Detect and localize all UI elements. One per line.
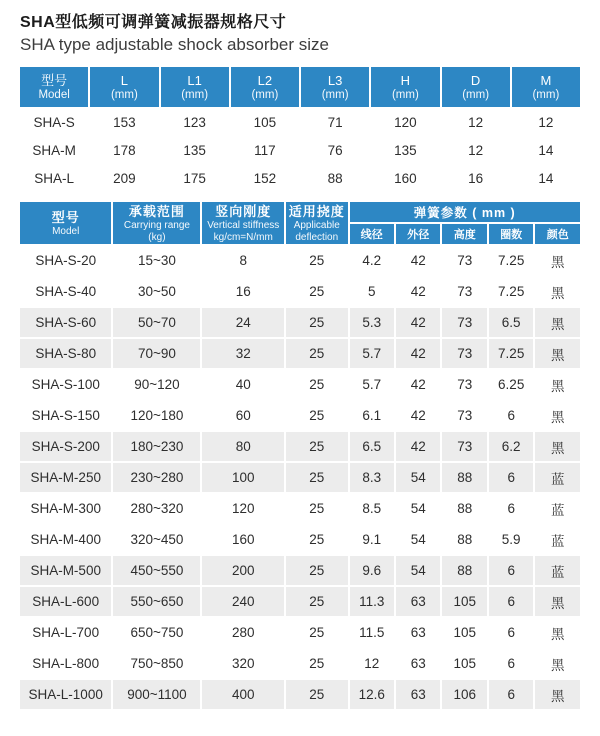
table-cell: 400 xyxy=(202,680,284,709)
table-cell: 6 xyxy=(489,587,533,616)
size-column-header-label: L2 xyxy=(257,72,273,88)
size-column-header-unit: (mm) xyxy=(391,88,419,101)
table-cell: SHA-L-600 xyxy=(20,587,111,616)
table-cell: 135 xyxy=(371,137,439,163)
table-cell: SHA-S-200 xyxy=(20,432,111,461)
table-cell: 黑 xyxy=(535,649,580,678)
table-cell: 25 xyxy=(286,463,347,492)
table-cell: 9.1 xyxy=(350,525,394,554)
table-cell: 320~450 xyxy=(113,525,200,554)
table-row xyxy=(20,137,580,163)
table-cell: 175 xyxy=(161,165,229,191)
table-cell: 152 xyxy=(231,165,299,191)
table-cell: 25 xyxy=(286,246,347,275)
table-cell: SHA-M-250 xyxy=(20,463,111,492)
table-row xyxy=(20,680,580,709)
table-cell: SHA-S-100 xyxy=(20,370,111,399)
page-title: SHA型低频可调弹簧减振器规格尺寸 xyxy=(20,14,287,31)
table-cell: SHA-L-800 xyxy=(20,649,111,678)
table-cell: 73 xyxy=(442,246,486,275)
table-cell: 280 xyxy=(202,618,284,647)
table-row xyxy=(20,339,580,368)
table-cell: 76 xyxy=(301,137,369,163)
table-cell: 32 xyxy=(202,339,284,368)
table-cell: 12 xyxy=(442,109,510,135)
table-cell: 25 xyxy=(286,649,347,678)
table-row xyxy=(20,587,580,616)
table-cell: 5 xyxy=(350,277,394,306)
col-header-carrying-range xyxy=(113,202,200,244)
col-header-model-zh: 型号 xyxy=(51,209,80,225)
table-cell: SHA-L-1000 xyxy=(20,680,111,709)
table-cell: 105 xyxy=(442,649,486,678)
table-cell: 42 xyxy=(396,370,440,399)
size-column-header-unit: (mm) xyxy=(251,88,279,101)
col-header-vertical-stiffness xyxy=(202,202,284,244)
col-header-stiffness-unit: kg/cm=N/mm xyxy=(213,231,273,243)
table-cell: 54 xyxy=(396,525,440,554)
table-cell: 73 xyxy=(442,308,486,337)
table-cell: 6 xyxy=(489,494,533,523)
size-column-header-unit: Model xyxy=(38,88,70,101)
table-cell: 25 xyxy=(286,339,347,368)
table-row xyxy=(20,556,580,585)
size-column-header-label: L3 xyxy=(327,72,343,88)
table-cell: 6.2 xyxy=(489,432,533,461)
table-cell: 黑 xyxy=(535,339,580,368)
table-cell: 5.7 xyxy=(350,370,394,399)
table-cell: 25 xyxy=(286,494,347,523)
table-cell: SHA-M-300 xyxy=(20,494,111,523)
table-cell: SHA-M xyxy=(20,137,88,163)
table-cell: 105 xyxy=(442,587,486,616)
table-cell: 25 xyxy=(286,680,347,709)
table-row xyxy=(20,401,580,430)
size-column-header xyxy=(90,67,158,107)
table-cell: 15~30 xyxy=(113,246,200,275)
table-cell: 14 xyxy=(512,137,580,163)
table-cell: 6.1 xyxy=(350,401,394,430)
table-cell: 42 xyxy=(396,401,440,430)
size-column-header-label: D xyxy=(470,72,481,88)
table-cell: 60 xyxy=(202,401,284,430)
table-cell: 5.7 xyxy=(350,339,394,368)
table-cell: 12 xyxy=(442,137,510,163)
table-cell: 88 xyxy=(442,525,486,554)
table-cell: 6 xyxy=(489,463,533,492)
table-cell: 11.3 xyxy=(350,587,394,616)
table-cell: 11.5 xyxy=(350,618,394,647)
size-table-header-row xyxy=(20,67,580,107)
table-cell: SHA-S-20 xyxy=(20,246,111,275)
table-cell: 黑 xyxy=(535,432,580,461)
col-header-stiffness-en: Vertical stiffness xyxy=(207,219,280,231)
table-cell: 54 xyxy=(396,463,440,492)
table-cell: 6 xyxy=(489,556,533,585)
table-cell: 88 xyxy=(442,494,486,523)
table-cell: 黑 xyxy=(535,680,580,709)
table-cell: 73 xyxy=(442,401,486,430)
table-cell: 71 xyxy=(301,109,369,135)
spring-param-subcolumn-header: 颜色 xyxy=(535,224,580,244)
table-cell: 8 xyxy=(202,246,284,275)
size-column-header xyxy=(442,67,510,107)
table-cell: 73 xyxy=(442,432,486,461)
table-cell: 106 xyxy=(442,680,486,709)
size-column-header xyxy=(371,67,439,107)
table-cell: 750~850 xyxy=(113,649,200,678)
table-row xyxy=(20,649,580,678)
col-header-carrying-unit: (kg) xyxy=(148,231,166,243)
table-row xyxy=(20,432,580,461)
table-cell: 100 xyxy=(202,463,284,492)
table-cell: 88 xyxy=(442,556,486,585)
table-cell: 8.5 xyxy=(350,494,394,523)
table-cell: 6 xyxy=(489,401,533,430)
table-cell: 120 xyxy=(371,109,439,135)
col-header-stiffness-zh: 竖向刚度 xyxy=(215,203,272,219)
spec-table-header-row xyxy=(20,202,580,222)
table-row xyxy=(20,246,580,275)
table-cell: 70~90 xyxy=(113,339,200,368)
table-cell: 25 xyxy=(286,401,347,430)
table-row xyxy=(20,370,580,399)
table-cell: 650~750 xyxy=(113,618,200,647)
table-cell: 25 xyxy=(286,370,347,399)
col-header-spring-params-group: 弹簧参数 ( mm ) xyxy=(350,202,581,222)
table-row xyxy=(20,277,580,306)
table-cell: 蓝 xyxy=(535,525,580,554)
table-cell: 73 xyxy=(442,277,486,306)
table-cell: 7.25 xyxy=(489,246,533,275)
table-cell: 42 xyxy=(396,246,440,275)
table-cell: 12 xyxy=(350,649,394,678)
table-cell: 25 xyxy=(286,308,347,337)
table-cell: 6.5 xyxy=(350,432,394,461)
size-column-header-label: M xyxy=(540,72,552,88)
table-cell: 7.25 xyxy=(489,339,533,368)
table-cell: 280~320 xyxy=(113,494,200,523)
size-column-header-label: L xyxy=(120,72,128,88)
table-cell: SHA-M-500 xyxy=(20,556,111,585)
table-cell: 230~280 xyxy=(113,463,200,492)
col-header-carrying-zh: 承载范围 xyxy=(128,203,185,219)
table-cell: 25 xyxy=(286,618,347,647)
table-cell: 16 xyxy=(442,165,510,191)
table-cell: 9.6 xyxy=(350,556,394,585)
spring-param-subcolumn-header: 圈数 xyxy=(489,224,533,244)
spring-param-subcolumn-header: 外径 xyxy=(396,224,440,244)
spring-param-subcolumn-header: 高度 xyxy=(442,224,486,244)
table-cell: 42 xyxy=(396,432,440,461)
table-cell: 63 xyxy=(396,618,440,647)
size-column-header-unit: (mm) xyxy=(110,88,138,101)
table-row xyxy=(20,525,580,554)
table-row xyxy=(20,494,580,523)
col-header-model-en: Model xyxy=(52,225,80,237)
table-cell: 88 xyxy=(442,463,486,492)
table-cell: 63 xyxy=(396,649,440,678)
table-cell: 黑 xyxy=(535,618,580,647)
table-cell: 12.6 xyxy=(350,680,394,709)
table-cell: 4.2 xyxy=(350,246,394,275)
table-cell: SHA-S-40 xyxy=(20,277,111,306)
table-cell: 25 xyxy=(286,525,347,554)
table-cell: 蓝 xyxy=(535,463,580,492)
size-column-header xyxy=(512,67,580,107)
table-cell: 160 xyxy=(371,165,439,191)
table-cell: 80 xyxy=(202,432,284,461)
size-column-header-label: L1 xyxy=(187,72,202,88)
table-cell: 50~70 xyxy=(113,308,200,337)
table-cell: 25 xyxy=(286,587,347,616)
table-cell: 黑 xyxy=(535,246,580,275)
table-cell: SHA-M-400 xyxy=(20,525,111,554)
size-column-header xyxy=(161,67,229,107)
table-cell: 320 xyxy=(202,649,284,678)
col-header-deflection-unit: deflection xyxy=(295,231,339,243)
table-cell: 蓝 xyxy=(535,556,580,585)
table-cell: 6 xyxy=(489,680,533,709)
table-cell: SHA-L-700 xyxy=(20,618,111,647)
spring-param-subcolumn-header: 线径 xyxy=(350,224,394,244)
size-column-header-label: 型号 xyxy=(41,72,68,88)
table-cell: 105 xyxy=(231,109,299,135)
col-header-applicable-deflection xyxy=(286,202,347,244)
table-cell: 5.9 xyxy=(489,525,533,554)
table-cell: 黑 xyxy=(535,277,580,306)
table-cell: 25 xyxy=(286,277,347,306)
table-cell: 240 xyxy=(202,587,284,616)
table-cell: 7.25 xyxy=(489,277,533,306)
table-cell: 153 xyxy=(90,109,158,135)
table-cell: 73 xyxy=(442,339,486,368)
col-header-deflection-en: Applicable xyxy=(293,219,340,231)
size-column-header-unit: (mm) xyxy=(462,88,490,101)
table-cell: 105 xyxy=(442,618,486,647)
table-cell: 200 xyxy=(202,556,284,585)
table-cell: 30~50 xyxy=(113,277,200,306)
table-cell: 42 xyxy=(396,308,440,337)
size-column-header xyxy=(20,67,88,107)
size-column-header-unit: (mm) xyxy=(321,88,349,101)
table-cell: 14 xyxy=(512,165,580,191)
table-cell: 54 xyxy=(396,494,440,523)
table-cell: 88 xyxy=(301,165,369,191)
table-cell: 6 xyxy=(489,649,533,678)
table-cell: 42 xyxy=(396,277,440,306)
table-cell: 73 xyxy=(442,370,486,399)
size-column-header-label: H xyxy=(400,72,411,88)
table-row xyxy=(20,618,580,647)
table-cell: 黑 xyxy=(535,308,580,337)
size-column-header xyxy=(301,67,369,107)
table-row xyxy=(20,165,580,191)
table-cell: 蓝 xyxy=(535,494,580,523)
size-column-header-unit: (mm) xyxy=(532,88,560,101)
table-cell: 6 xyxy=(489,618,533,647)
table-cell: 180~230 xyxy=(113,432,200,461)
table-cell: 54 xyxy=(396,556,440,585)
table-cell: 123 xyxy=(161,109,229,135)
size-table xyxy=(18,65,582,193)
col-header-deflection-zh: 适用挠度 xyxy=(288,203,345,219)
table-cell: SHA-S-60 xyxy=(20,308,111,337)
table-cell: 450~550 xyxy=(113,556,200,585)
size-column-header xyxy=(231,67,299,107)
table-row xyxy=(20,463,580,492)
table-cell: SHA-S-150 xyxy=(20,401,111,430)
table-row xyxy=(20,109,580,135)
table-cell: 160 xyxy=(202,525,284,554)
table-cell: 8.3 xyxy=(350,463,394,492)
table-cell: SHA-L xyxy=(20,165,88,191)
table-cell: 6.5 xyxy=(489,308,533,337)
table-cell: 黑 xyxy=(535,587,580,616)
page-subtitle: SHA type adjustable shock absorber size xyxy=(20,35,330,54)
table-cell: 黑 xyxy=(535,370,580,399)
table-cell: 6.25 xyxy=(489,370,533,399)
table-cell: 178 xyxy=(90,137,158,163)
table-cell: 63 xyxy=(396,680,440,709)
table-cell: 5.3 xyxy=(350,308,394,337)
table-cell: 42 xyxy=(396,339,440,368)
table-cell: SHA-S-80 xyxy=(20,339,111,368)
table-cell: 25 xyxy=(286,432,347,461)
table-cell: 135 xyxy=(161,137,229,163)
table-cell: 25 xyxy=(286,556,347,585)
table-cell: 63 xyxy=(396,587,440,616)
table-cell: 120~180 xyxy=(113,401,200,430)
table-cell: 黑 xyxy=(535,401,580,430)
col-header-model xyxy=(20,202,111,244)
table-cell: 90~120 xyxy=(113,370,200,399)
table-cell: 117 xyxy=(231,137,299,163)
table-cell: 24 xyxy=(202,308,284,337)
spec-table xyxy=(18,200,582,711)
table-cell: 16 xyxy=(202,277,284,306)
table-cell: 12 xyxy=(512,109,580,135)
col-header-carrying-en: Carrying range xyxy=(123,219,190,231)
table-cell: 209 xyxy=(90,165,158,191)
table-cell: 40 xyxy=(202,370,284,399)
table-row xyxy=(20,308,580,337)
table-cell: 900~1100 xyxy=(113,680,200,709)
table-cell: 550~650 xyxy=(113,587,200,616)
size-column-header-unit: (mm) xyxy=(181,88,209,101)
table-cell: 120 xyxy=(202,494,284,523)
table-cell: SHA-S xyxy=(20,109,88,135)
